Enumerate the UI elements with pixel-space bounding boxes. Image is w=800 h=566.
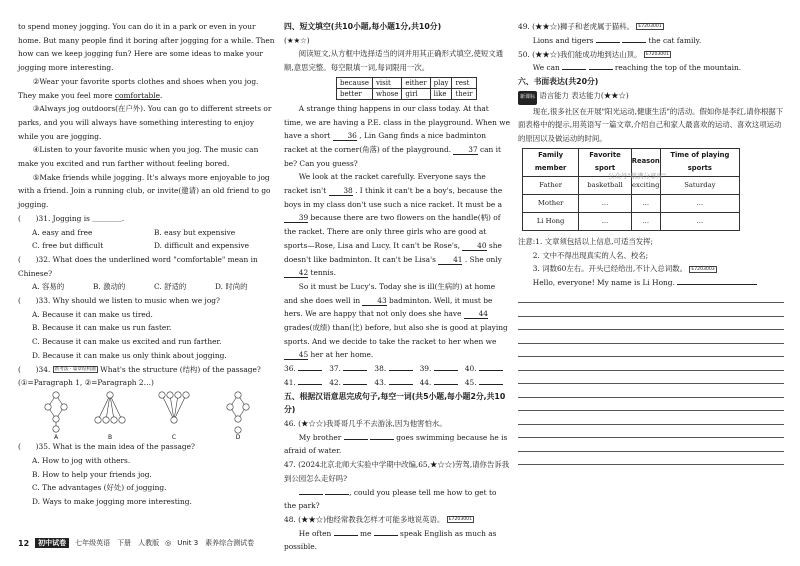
answer-row-1 [284, 362, 510, 376]
table-row [523, 195, 740, 213]
question-48-sentence: He often me speak English as much as possible. [284, 528, 497, 552]
note-3: 3. 词数60左右。开头已经给出,不计入总词数。 E7203003 [532, 264, 715, 274]
question-35: ( )35. What is the main idea of the passage? [18, 442, 195, 452]
table-header: Family member [523, 148, 579, 176]
unit-label: Unit 3 素养综合测试卷 [177, 539, 255, 547]
bullet-icon: ◎ [165, 539, 172, 547]
writing-area[interactable] [518, 290, 786, 466]
table-cell: exciting [631, 177, 660, 195]
word-box-cell: because [337, 77, 373, 88]
q32-options [18, 280, 276, 294]
blank-46b[interactable] [370, 431, 394, 440]
blank-46a[interactable] [344, 431, 368, 440]
writing-line[interactable] [518, 303, 784, 317]
table-cell: Saturday [660, 177, 739, 195]
answer-37[interactable]: 37. [329, 362, 374, 376]
q31-options-row2 [18, 239, 276, 253]
writing-line[interactable] [518, 438, 784, 452]
q32-option-b: B. 激动的 [93, 282, 126, 292]
passage-paragraph-5: ⑤Make friends while jogging. It's always more enjoyable to jog with a friend. Join a running club, or invite(邀请) an old friend to go jogging. [18, 172, 271, 210]
answer-43[interactable]: 43. [374, 376, 419, 390]
q31-option-c: C. free but difficult [32, 241, 104, 251]
question-48: 48. (★★☆)他经常教我怎样才可能多地说英语。 E7203001 [284, 514, 473, 524]
writing-line[interactable] [518, 398, 784, 412]
q35-option-c: C. The advantages (好处) of jogging. [32, 483, 167, 493]
question-32: ( )32. What does the underlined word "comfortable" mean in Chinese? [18, 254, 258, 278]
table-cell: Mother [523, 195, 579, 213]
note-2: 2. 文中不得出现真实的人名、校名; [532, 250, 649, 260]
word-box-cell: girl [402, 88, 430, 99]
section-6-tags: 新课标 语言能力 表达能力(★★☆) [518, 89, 786, 105]
answer-38[interactable]: 38. [374, 362, 419, 376]
writing-line[interactable] [518, 384, 784, 398]
blank-45: 45 [284, 350, 308, 360]
cloze-paragraph-2: We look at the racket carefully. Everyone says the racket isn't 38 . I think it can't be a boy's, because the boys in my class don't use such a nice racket. It must be a 39 because there are two flowers on the handle(柄) of the racket. There are only three girls who are good at sports—Rose, Lisa and Lucy. It can't be Rose's, 40 she doesn't like badminton. It can't be Lisa's 41 . She only 42 tennis. [284, 172, 503, 278]
table-header: Favorite sport [579, 148, 632, 176]
writing-line[interactable] [518, 411, 784, 425]
word-box-cell: either [402, 77, 430, 88]
new-curriculum-badge: 新课标 [518, 91, 537, 105]
blank-42: 42 [284, 268, 308, 278]
writing-line[interactable] [518, 371, 784, 385]
q35-option-d: D. Ways to make jogging more interesting. [32, 496, 192, 506]
q32-option-a: A. 容易的 [32, 282, 65, 292]
blank-48b[interactable] [374, 527, 398, 536]
question-47: 47. (2024北京北师大实验中学期中改编,65,★☆☆)劳驾,请你告诉我到公园怎么走好吗? [284, 460, 510, 483]
blank-47b[interactable] [325, 486, 349, 495]
writing-line[interactable] [518, 330, 784, 344]
word-box-cell: better [337, 88, 373, 99]
writing-line[interactable] [518, 344, 784, 358]
table-cell: ... [631, 213, 660, 231]
question-46-sentence: My brother goes swimming because he is afraid of water. [284, 432, 508, 456]
question-49: 49. (★★☆)狮子和老虎属于猫科。 E7203001 [518, 22, 662, 31]
table-header: Reason [631, 148, 660, 176]
word-box [336, 77, 477, 100]
diagram-label-d: D [235, 434, 241, 441]
section-6-title: 六、书面表达(共20分) [518, 77, 599, 87]
question-34: ( )34. 新考法 · 篇章结构题 What's the structure (结构) of the passage? (①=Paragraph 1, ②=Paragraph 2…) [18, 364, 261, 388]
passage-paragraph-2: ②Wear your favorite sports clothes and shoes when you jog. They make you feel more comfortable. [18, 76, 259, 100]
page-number: 12 [18, 538, 30, 548]
q31-option-d: D. difficult and expensive [154, 241, 250, 251]
blank-37: 37 [453, 145, 477, 155]
underlined-word: comfortable [114, 90, 161, 100]
answer-40[interactable]: 40. [465, 362, 510, 376]
page-footer [18, 537, 276, 549]
table-cell: Father [523, 177, 579, 195]
structure-diagrams [18, 390, 276, 440]
section-4-title: 四、短文填空(共10小题,每小题1分,共10分) [284, 22, 442, 31]
q33-option-c: C. Because it can make us excited and run farther. [32, 337, 222, 347]
q31-option-a: A. easy and free [32, 227, 93, 237]
q35-option-a: A. How to jog with others. [32, 455, 131, 465]
writing-line[interactable] [518, 317, 784, 331]
writing-line[interactable] [518, 452, 784, 466]
passage-paragraph-1: to spend money jogging. You can do it in a park or even in your home. But many people find it boring after jogging for a while. Then how can we keep jogging fun? Here are some ideas to make your jogging more interesting. [18, 22, 275, 73]
cloze-paragraph-1: A strange thing happens in our class today. At that time, we are having a P.E. class in the playground. When we have a short 36 , Lin Gang finds a nice badminton racket at the corner(角落) of the playground. 37 can it be? Can you guess? [284, 103, 510, 168]
word-box-cell: like [430, 88, 452, 99]
cloze-paragraph-3: So it must be Lucy's. Today she is ill(生病的) at home and she does well in 43 badminton. Well, it must be hers. We are happy that not only does she have 44 grades(成绩) than(比) before, but also she is good at playing sports. And we decide to take the racket to her when we 45 her at her home. [284, 281, 508, 360]
table-cell: ... [579, 195, 632, 213]
writing-line[interactable] [518, 425, 784, 439]
answer-44[interactable]: 44. [420, 376, 465, 390]
word-box-cell: play [430, 77, 452, 88]
blank-38: 38 [329, 186, 353, 196]
note-1: 注意:1. 文章须包括以上信息,可适当发挥; [518, 237, 653, 247]
q32-option-c: C. 舒适的 [154, 282, 187, 292]
diagram-label-c: C [171, 434, 177, 441]
question-50: 50. (★★☆)我们能成功地到达山顶。 E7203001 [518, 49, 670, 59]
answer-41[interactable]: 41. [284, 376, 329, 390]
answer-39[interactable]: 39. [420, 362, 465, 376]
answer-45[interactable]: 45. [465, 376, 510, 390]
question-46: 46. (★☆☆)我哥哥几乎不去游泳,因为他害怕水。 [284, 418, 447, 428]
table-cell: ... [579, 213, 632, 231]
blank-47a[interactable] [299, 486, 323, 495]
section-6-instructions: 现在,很多社区在开展"阳光运动,健康生活"的活动。假如你是李红,请你根据下面表格中的提示,用英语写一篇文章,介绍自己和家人最喜欢的运动、喜欢这项运动的原因以及做运动的时间。 [518, 106, 784, 143]
blank-49b[interactable] [622, 34, 646, 43]
q35-option-b: B. How to help your friends jog. [32, 469, 152, 479]
resource-code: E7203001 [448, 517, 473, 523]
question-50-sentence: We can reaching the top of the mountain. [532, 63, 742, 73]
q33-option-b: B. Because it can make us run faster. [32, 323, 172, 333]
series-label: 初中试卷 [35, 538, 69, 548]
passage-paragraph-3: ③Always jog outdoors(在户外). You can go to different streets or parks, and you will always have something interesting to enjoy while you are jogging. [18, 104, 272, 141]
q33-option-d: D. Because it can make us only think about jogging. [32, 350, 227, 360]
blank-44: 44 [464, 309, 488, 319]
writing-line-first[interactable] [677, 276, 757, 285]
section-4-instructions: 阅读短文,从方框中选择适当的词并用其正确形式填空,使短文通顺,意思完整。每空限填一词,每词限用一次。 [284, 49, 504, 73]
column-left [18, 20, 276, 509]
blank-48a[interactable] [334, 527, 358, 536]
writing-line[interactable] [518, 357, 784, 371]
resource-code: E7203003 [691, 266, 715, 272]
q32-option-d: D. 时尚的 [215, 282, 248, 292]
blank-49a[interactable] [596, 34, 620, 43]
blank-40: 40 [462, 241, 486, 251]
table-row [523, 213, 740, 231]
column-right [518, 20, 786, 465]
resource-code: E7203001 [645, 51, 670, 57]
table-cell: ... [660, 213, 739, 231]
resource-code: E7203001 [638, 24, 662, 30]
blank-43: 43 [362, 296, 386, 306]
new-format-tag: 新考法 · 篇章结构题 [54, 366, 96, 372]
section-4-stars: (★★☆) [284, 35, 310, 45]
section-5-title: 五、根据汉语意思完成句子,每空一词(共5小题,每小题2分,共10分) [284, 391, 506, 415]
question-33: ( )33. Why should we listen to music when we jog? [18, 296, 220, 306]
watermark: 公众号"鹅满分享库" [608, 172, 666, 180]
passage-paragraph-4: ④Listen to your favorite music when you jog. The music can make you excited and run farther without feeling bored. [18, 145, 259, 169]
blank-39: 39 [284, 213, 308, 223]
word-box-cell: their [452, 88, 476, 99]
grade-label: 七年级英语 下册 人教版 [75, 539, 160, 547]
answer-row-2 [284, 376, 510, 390]
q31-option-b: B. easy but expensive [154, 227, 236, 237]
blank-41: 41 [438, 255, 462, 265]
word-box-cell: whose [372, 88, 401, 99]
question-47-sentence: , could you please tell me how to get to the park? [284, 487, 497, 511]
essay-opening: Hello, everyone! My name is Li Hong. [518, 276, 786, 290]
diagram-label-b: B [107, 434, 113, 441]
family-sports-table [522, 148, 740, 231]
question-49-sentence: Lions and tigers the cat family. [532, 35, 702, 45]
answer-42[interactable]: 42. [329, 376, 374, 390]
q31-options-row1 [18, 226, 276, 240]
q33-option-a: A. Because it can make us tired. [32, 309, 153, 319]
writing-line[interactable] [518, 290, 784, 304]
table-header: Time of playing sports [660, 148, 739, 176]
blank-50b[interactable] [589, 61, 613, 70]
table-cell: ... [660, 195, 739, 213]
question-31: ( )31. Jogging is ＿＿＿＿. [18, 213, 125, 223]
table-cell: ... [631, 195, 660, 213]
blank-36: 36 [333, 131, 357, 141]
diagram-label-a: A [53, 434, 59, 441]
table-cell: Li Hong [523, 213, 579, 231]
table-cell: basketball [579, 177, 632, 195]
column-middle [284, 20, 510, 554]
blank-50a[interactable] [562, 61, 586, 70]
word-box-cell: visit [372, 77, 401, 88]
word-box-cell: rest [452, 77, 476, 88]
answer-36[interactable]: 36. [284, 362, 329, 376]
